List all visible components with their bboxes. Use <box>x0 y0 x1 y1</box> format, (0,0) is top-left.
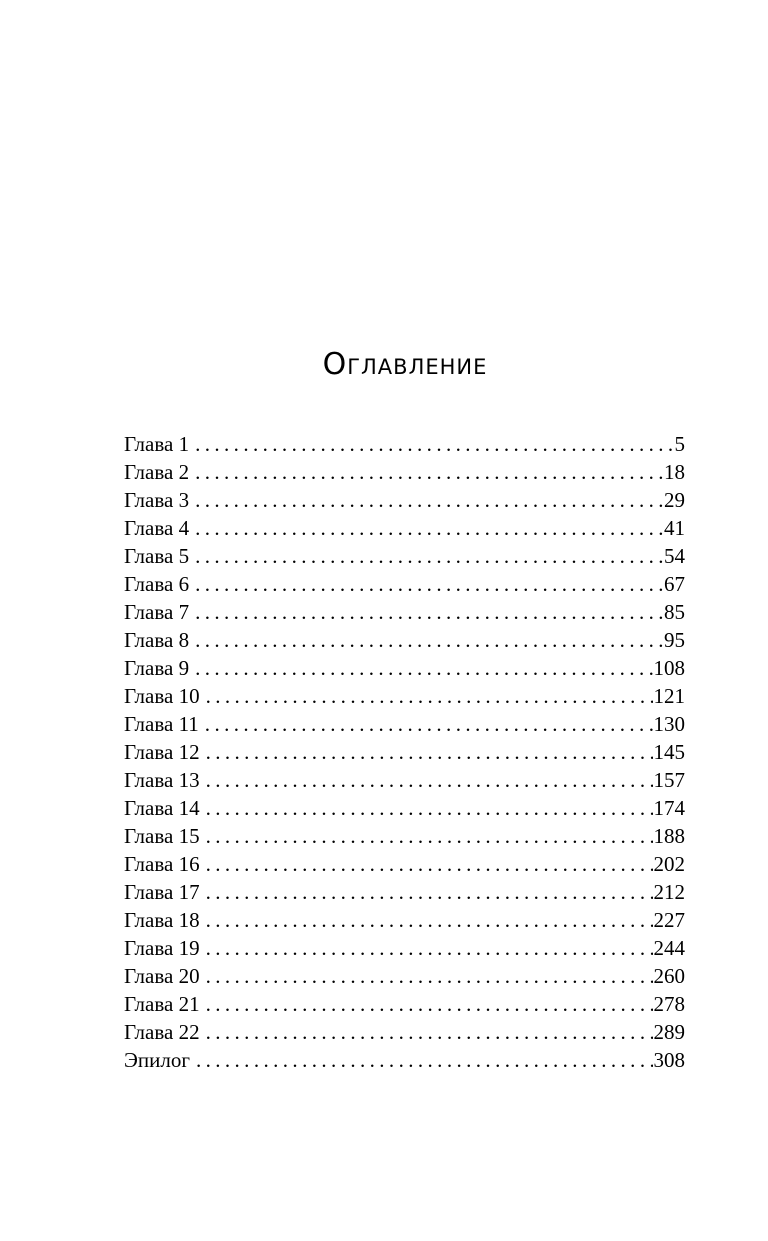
toc-entry-label: Глава 3 <box>124 488 190 512</box>
toc-dot-leader <box>206 822 653 850</box>
toc-dot-leader <box>206 766 653 794</box>
toc-entry-page-number: 108 <box>653 656 685 680</box>
toc-entry-page-number: 67 <box>664 572 685 596</box>
toc-entry <box>124 682 685 710</box>
toc-entry-label: Глава 7 <box>124 600 190 624</box>
toc-entry <box>124 906 685 934</box>
toc-dot-leader <box>195 486 663 514</box>
toc-entry-page-number: 308 <box>653 1048 685 1072</box>
toc-entry-label: Эпилог <box>124 1048 190 1072</box>
toc-entry-label: Глава 1 <box>124 432 190 456</box>
toc-entry-label: Глава 5 <box>124 544 190 568</box>
toc-dot-leader <box>196 1046 653 1074</box>
toc-entry <box>124 962 685 990</box>
toc-entry-label: Глава 4 <box>124 516 190 540</box>
toc-dot-leader <box>195 570 663 598</box>
toc-dot-leader <box>206 906 653 934</box>
toc-dot-leader <box>206 682 653 710</box>
toc-entry <box>124 514 685 542</box>
toc-entry <box>124 626 685 654</box>
toc-entry <box>124 570 685 598</box>
toc-entry-page-number: 227 <box>653 908 685 932</box>
toc-entry-page-number: 260 <box>653 964 685 988</box>
toc-entry-page-number: 202 <box>653 852 685 876</box>
toc-entry-label: Глава 18 <box>124 908 200 932</box>
toc-dot-leader <box>205 710 653 738</box>
toc-entry-page-number: 18 <box>664 460 685 484</box>
toc-entry <box>124 766 685 794</box>
toc-dot-leader <box>195 626 663 654</box>
toc-entry <box>124 822 685 850</box>
toc-entry-page-number: 278 <box>653 992 685 1016</box>
toc-entry <box>124 990 685 1018</box>
toc-dot-leader <box>195 542 663 570</box>
toc-entry-page-number: 212 <box>653 880 685 904</box>
toc-entry-label: Глава 19 <box>124 936 200 960</box>
toc-entry-page-number: 41 <box>664 516 685 540</box>
toc-entry <box>124 486 685 514</box>
toc-dot-leader <box>206 738 653 766</box>
toc-entry-page-number: 5 <box>674 432 685 456</box>
toc-entry-label: Глава 16 <box>124 852 200 876</box>
toc-list <box>124 430 685 1074</box>
toc-entry <box>124 598 685 626</box>
toc-dot-leader <box>206 1018 653 1046</box>
toc-entry <box>124 1046 685 1074</box>
toc-dot-leader <box>206 962 653 990</box>
toc-entry-label: Глава 10 <box>124 684 200 708</box>
toc-dot-leader <box>206 850 653 878</box>
toc-entry-page-number: 54 <box>664 544 685 568</box>
toc-dot-leader <box>195 458 663 486</box>
toc-entry <box>124 738 685 766</box>
toc-entry <box>124 794 685 822</box>
toc-entry-page-number: 130 <box>653 712 685 736</box>
toc-entry-page-number: 174 <box>653 796 685 820</box>
toc-entry <box>124 850 685 878</box>
toc-title: Оглавление <box>322 347 488 382</box>
toc-dot-leader <box>195 430 673 458</box>
toc-entry <box>124 710 685 738</box>
toc-entry-label: Глава 17 <box>124 880 200 904</box>
toc-entry-page-number: 145 <box>653 740 685 764</box>
toc-entry-label: Глава 21 <box>124 992 200 1016</box>
toc-entry-label: Глава 2 <box>124 460 190 484</box>
toc-dot-leader <box>195 598 663 626</box>
toc-entry-label: Глава 15 <box>124 824 200 848</box>
toc-entry-page-number: 244 <box>653 936 685 960</box>
toc-entry-page-number: 157 <box>653 768 685 792</box>
toc-entry <box>124 1018 685 1046</box>
toc-entry-label: Глава 22 <box>124 1020 200 1044</box>
toc-entry-label: Глава 20 <box>124 964 200 988</box>
toc-entry <box>124 654 685 682</box>
toc-dot-leader <box>206 990 653 1018</box>
toc-entry-label: Глава 13 <box>124 768 200 792</box>
toc-dot-leader <box>206 794 653 822</box>
toc-entry <box>124 878 685 906</box>
toc-entry-label: Глава 6 <box>124 572 190 596</box>
toc-entry-page-number: 29 <box>664 488 685 512</box>
toc-entry-label: Глава 11 <box>124 712 199 736</box>
toc-entry-label: Глава 12 <box>124 740 200 764</box>
toc-dot-leader <box>195 654 652 682</box>
toc-entry <box>124 430 685 458</box>
toc-dot-leader <box>195 514 663 542</box>
toc-entry-page-number: 121 <box>653 684 685 708</box>
toc-entry-page-number: 289 <box>653 1020 685 1044</box>
toc-entry <box>124 542 685 570</box>
toc-entry-page-number: 85 <box>664 600 685 624</box>
toc-entry-page-number: 188 <box>653 824 685 848</box>
toc-entry-label: Глава 14 <box>124 796 200 820</box>
toc-dot-leader <box>206 934 653 962</box>
toc-entry-label: Глава 8 <box>124 628 190 652</box>
toc-entry <box>124 458 685 486</box>
toc-entry-page-number: 95 <box>664 628 685 652</box>
toc-entry <box>124 934 685 962</box>
toc-dot-leader <box>206 878 653 906</box>
toc-entry-label: Глава 9 <box>124 656 190 680</box>
